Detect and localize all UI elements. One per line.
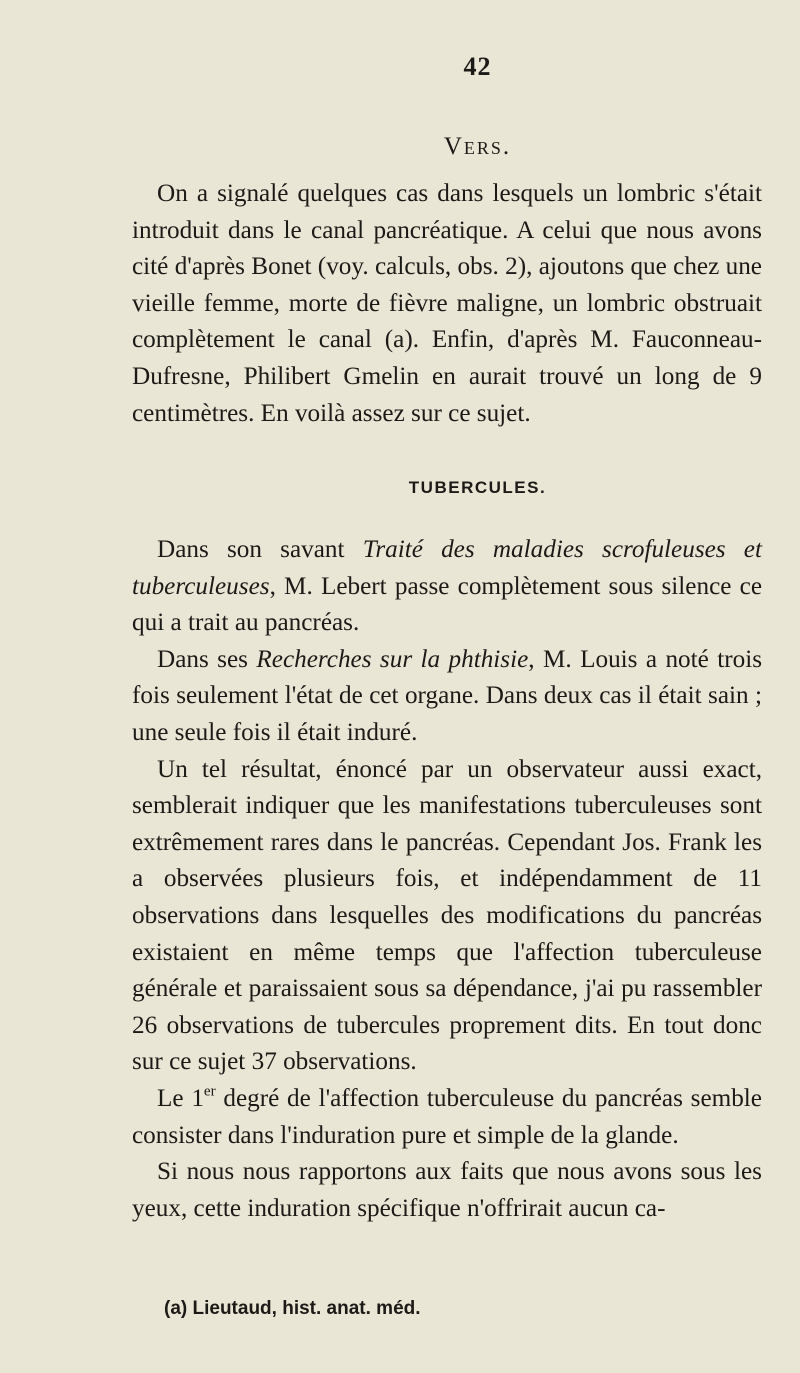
text-block-tubercules bbox=[132, 532, 762, 1227]
book-title-lebert: Traité des maladies scrofuleuses et tuberculeuses bbox=[132, 536, 762, 600]
running-head: Vers. bbox=[443, 133, 512, 160]
paragraph-louis: Dans ses Recherches sur la phthisie, M. Louis a noté trois fois seulement l'état de cet organe. Dans deux cas il était sain ; une seule fois il était induré. bbox=[132, 645, 762, 746]
section-title: TUBERCULES. bbox=[408, 478, 547, 497]
paragraph-lebert: Dans son savant Traité des maladies scrofuleuses et tuberculeuses, M. Lebert passe complètement sous silence ce qui a trait au pancréas. bbox=[132, 536, 762, 637]
page-number: 42 bbox=[463, 52, 492, 81]
paragraph-resultat: Un tel résultat, énoncé par un observateur aussi exact, semblerait indiquer que les manifestations tuberculeuses sont extrêmement rares dans le pancréas. Cependant Jos. Frank les a observées plusieurs fois, et indépendamment de 11 observations dans lesquelles des modifications du pancréas existaient en même temps que l'affection tuberculeuse générale et paraissaient sous sa dépendance, j'ai pu rassembler 26 observations de tubercules proprement dits. En tout donc sur ce sujet 37 observations. bbox=[132, 755, 762, 1076]
paragraph-induration: Si nous nous rapportons aux faits que nous avons sous les yeux, cette induration spécifique n'offrirait aucun ca- bbox=[132, 1158, 762, 1222]
paragraph-lombric: On a signalé quelques cas dans lesquels un lombric s'était introduit dans le canal pancréatique. A celui que nous avons cité d'après Bonet (voy. calculs, obs. 2), ajoutons que chez une vieille femme, morte de fièvre maligne, un lombric obstruait complètement le canal (a). Enfin, d'après M. Fauconneau-Dufresne, Philibert Gmelin en aurait trouvé un long de 9 centimètres. En voilà assez sur ce sujet. bbox=[132, 180, 762, 427]
text-block-vers bbox=[132, 176, 762, 432]
paragraph-degre: Le 1er degré de l'affection tuberculeuse du pancréas semble consister dans l'induration pure et simple de la glande. bbox=[132, 1083, 762, 1149]
footnote: (a) Lieutaud, hist. anat. méd. bbox=[164, 1298, 421, 1319]
book-title-louis: Recherches sur la phthisie bbox=[256, 645, 529, 673]
